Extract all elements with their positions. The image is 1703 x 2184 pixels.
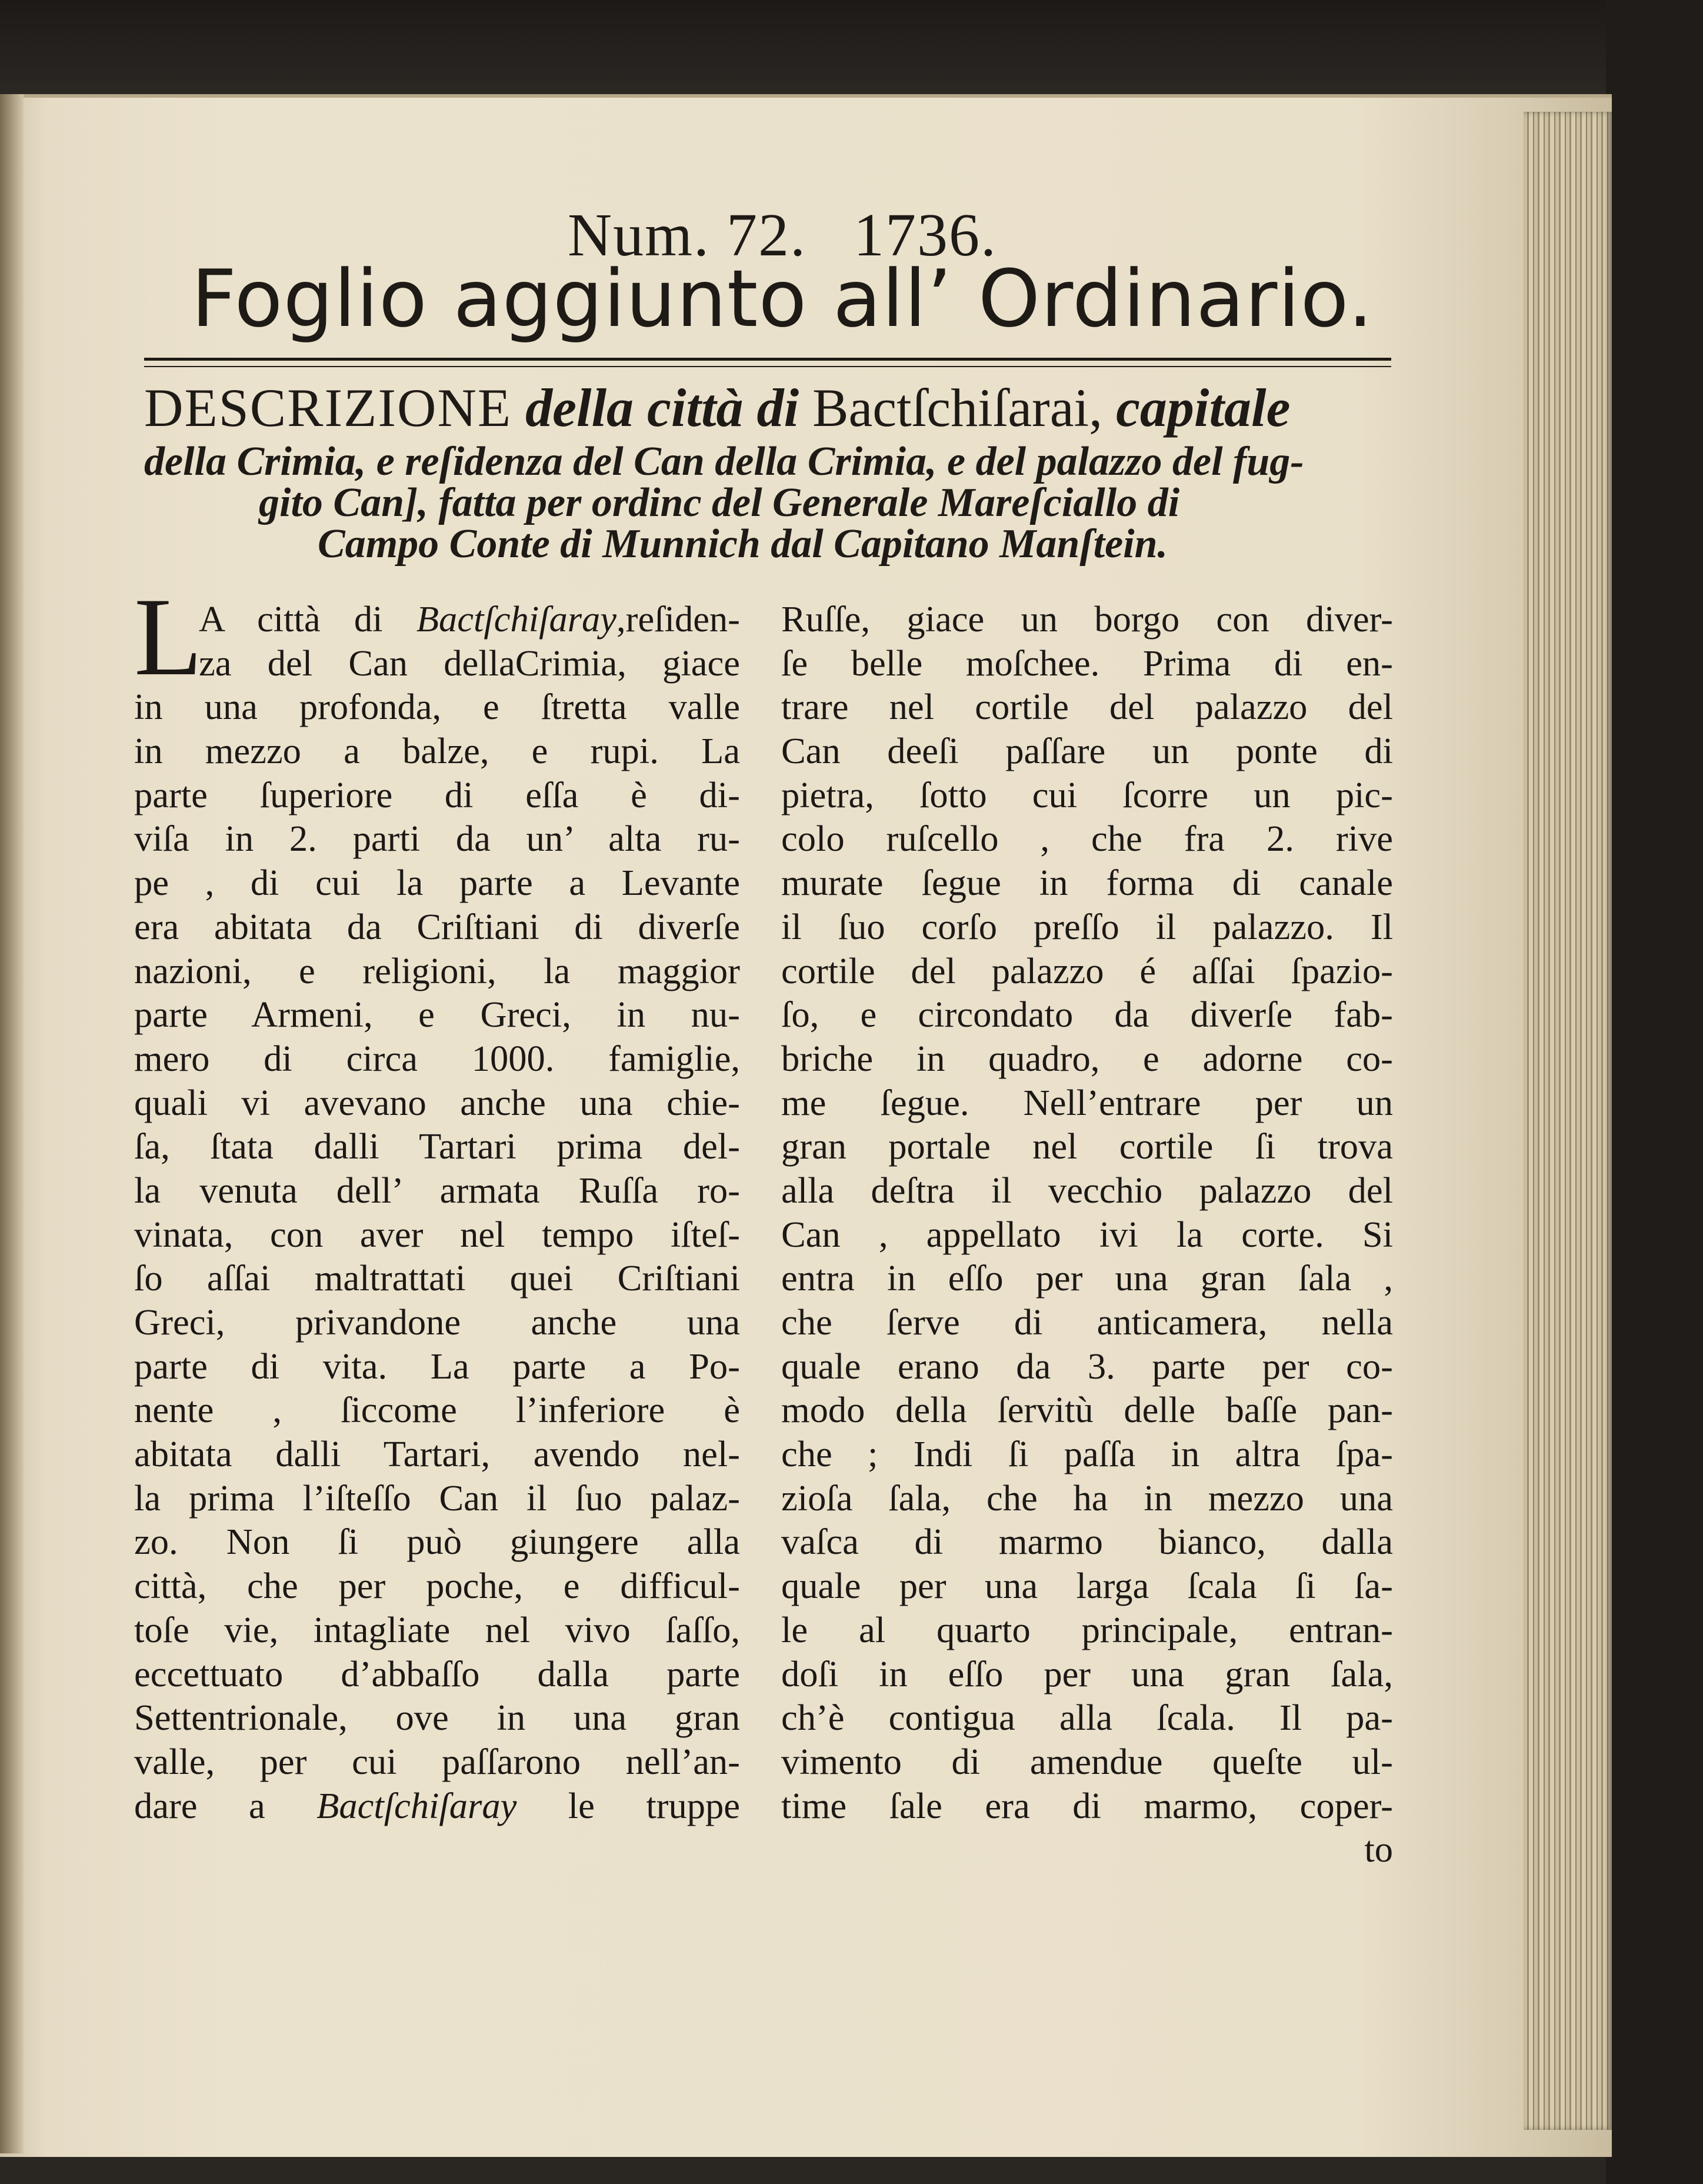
title-rule-thin: [144, 366, 1391, 367]
text-line: colo ruſcello , che fra 2. rive: [781, 818, 1393, 860]
headline-italic-b: capitale: [1116, 378, 1291, 438]
text-line: trare nel cortile del palazzo del: [781, 686, 1393, 728]
text-line: [134, 729, 740, 773]
text-line: [134, 641, 740, 685]
text-line: [134, 1476, 740, 1520]
drop-cap: L: [134, 575, 203, 699]
text-line: [134, 1388, 740, 1432]
text-line: entra in eſſo per una gran ſala ,: [781, 1257, 1393, 1299]
headline-line-2: della Crimia, e reſidenza del Can della Crimia, e del palazzo del fug-: [144, 439, 1304, 484]
text-line: [134, 1520, 740, 1564]
text-run: nente , ſiccome l’inferiore è: [134, 1389, 740, 1431]
text-run: Settentrionale, ove in una gran: [134, 1697, 740, 1739]
text-line: Ruſſe, giace un borgo con diver-: [781, 598, 1393, 640]
text-line: [134, 1564, 740, 1608]
text-line: gran portale nel cortile ſi trova: [781, 1126, 1393, 1167]
text-run: città, che per poche, e difficul-: [134, 1565, 740, 1607]
text-run: le truppe: [516, 1785, 740, 1826]
title-rule-thick: [144, 358, 1391, 361]
text-line: ſo, e circondato da diverſe fab-: [781, 994, 1393, 1036]
background-top: [0, 0, 1703, 94]
text-run: in una profonda, e ſtretta valle: [134, 686, 740, 728]
text-line: ſe belle moſchee. Prima di en-: [781, 642, 1393, 684]
text-line: pietra, ſotto cui ſcorre un pic-: [781, 774, 1393, 815]
text-line: vaſca di marmo bianco, dalla: [781, 1521, 1393, 1563]
text-line: [134, 817, 740, 861]
text-line: [134, 1168, 740, 1213]
headline-line-1: [144, 377, 1290, 439]
text-line: ch’è contigua alla ſcala. Il pa-: [781, 1697, 1393, 1739]
text-line: [134, 1213, 740, 1257]
text-line: [134, 1081, 740, 1125]
text-line: [134, 1300, 740, 1344]
text-line: [134, 1344, 740, 1389]
text-run: A città di: [199, 598, 416, 640]
text-line: briche in quadro, e adorne co-: [781, 1037, 1393, 1079]
text-run: za del Can dellaCrimia, giace: [199, 642, 740, 684]
headline-line-4: Campo Conte di Munnich dal Capitano Manſtein.: [318, 521, 1168, 567]
text-run: la prima l’iſteſſo Can il ſuo palaz-: [134, 1477, 740, 1519]
text-line: [134, 685, 740, 729]
text-run: parte Armeni, e Greci, in nu-: [134, 994, 740, 1036]
text-run: la venuta dell’ armata Ruſſa ro-: [134, 1169, 740, 1211]
text-line: [134, 1037, 740, 1081]
text-run: zo. Non ſi può giungere alla: [134, 1521, 740, 1563]
text-line: to: [1364, 1829, 1393, 1870]
left-column: [134, 597, 740, 1827]
text-line: [134, 1784, 740, 1828]
text-run: vinata, con aver nel tempo iſteſ-: [134, 1213, 740, 1255]
text-line: [134, 1608, 740, 1652]
text-line: quale per una larga ſcala ſi ſa-: [781, 1565, 1393, 1607]
text-line: [134, 1124, 740, 1168]
text-line: me ſegue. Nell’entrare per un: [781, 1081, 1393, 1123]
page-edges: [1524, 112, 1612, 2130]
text-line: cortile del palazzo é aſſai ſpazio-: [781, 950, 1393, 991]
text-line: [134, 861, 740, 905]
text-run: parte ſuperiore di eſſa è di-: [134, 774, 740, 815]
text-run: in mezzo a balze, e rupi. La: [134, 730, 740, 772]
text-run: pe , di cui la parte a Levante: [134, 862, 740, 904]
text-run: quali vi avevano anche una chie-: [134, 1081, 740, 1123]
right-column: [781, 597, 1393, 1872]
italic-run: Bactſchiſaray: [316, 1785, 517, 1826]
text-line: [134, 1256, 740, 1300]
text-line: vimento di amendue queſte ul-: [781, 1740, 1393, 1782]
book-gutter: [0, 94, 24, 2153]
text-line: [134, 1432, 740, 1476]
text-run: ,reſiden-: [616, 598, 740, 640]
background-right: [1606, 0, 1703, 2184]
text-line: Can , appellato ivi la corte. Si: [781, 1213, 1393, 1255]
headline-caps: DESCRIZIONE: [144, 378, 512, 438]
text-line: il ſuo corſo preſſo il palazzo. Il: [781, 905, 1393, 947]
text-line: le al quarto principale, entran-: [781, 1609, 1393, 1650]
text-line: [134, 993, 740, 1037]
text-line: che ; Indi ſi paſſa in altra ſpa-: [781, 1433, 1393, 1475]
text-run: parte di vita. La parte a Po-: [134, 1345, 740, 1387]
issue-year: 1736.: [854, 201, 997, 269]
text-line: [134, 773, 740, 817]
text-line: [134, 949, 740, 993]
text-run: eccettuato d’abbaſſo dalla parte: [134, 1653, 740, 1694]
text-line: [134, 1696, 740, 1740]
italic-run: Bactſchiſaray: [416, 598, 617, 640]
text-line: doſi in eſſo per una gran ſala,: [781, 1653, 1393, 1694]
text-run: valle, per cui paſſarono nell’an-: [134, 1740, 740, 1782]
text-run: era abitata da Criſtiani di diverſe: [134, 905, 740, 947]
text-run: abitata dalli Tartari, avendo nel-: [134, 1433, 740, 1475]
text-run: toſe vie, intagliate nel vivo ſaſſo,: [134, 1609, 740, 1650]
text-line: time ſale era di marmo, coper-: [781, 1785, 1393, 1826]
text-line: che ſerve di anticamera, nella: [781, 1301, 1393, 1343]
text-run: ſo aſſai maltrattati quei Criſtiani: [134, 1257, 740, 1299]
text-run: viſa in 2. parti da un’ alta ru-: [134, 818, 740, 860]
headline-line-3: gito Can], fatta per ordinc del Generale Mareſciallo di: [259, 480, 1180, 525]
text-line: modo della ſervitù delle baſſe pan-: [781, 1389, 1393, 1431]
issue-number: Num. 72.: [568, 201, 806, 269]
headline-place: Bactſchiſarai,: [812, 378, 1103, 438]
text-line: Can deeſi paſſare un ponte di: [781, 730, 1393, 772]
text-line: alla deſtra il vecchio palazzo del: [781, 1169, 1393, 1211]
text-line: quale erano da 3. parte per co-: [781, 1345, 1393, 1387]
text-line: [134, 1652, 740, 1696]
text-line: zioſa ſala, che ha in mezzo una: [781, 1477, 1393, 1519]
text-run: dare a: [134, 1785, 317, 1826]
text-line: [134, 597, 740, 641]
text-run: ſa, ſtata dalli Tartari prima del-: [134, 1126, 740, 1167]
text-line: murate ſegue in forma di canale: [781, 862, 1393, 904]
text-run: Greci, privandone anche una: [134, 1301, 740, 1343]
text-line: [134, 1740, 740, 1784]
headline-italic-a: della città di: [525, 378, 799, 438]
text-run: mero di circa 1000. famiglie,: [134, 1037, 740, 1079]
page-title: Foglio aggiunto all’ Ordinario.: [191, 253, 1374, 345]
text-line: [134, 905, 740, 949]
text-run: nazioni, e religioni, la maggior: [134, 950, 740, 991]
